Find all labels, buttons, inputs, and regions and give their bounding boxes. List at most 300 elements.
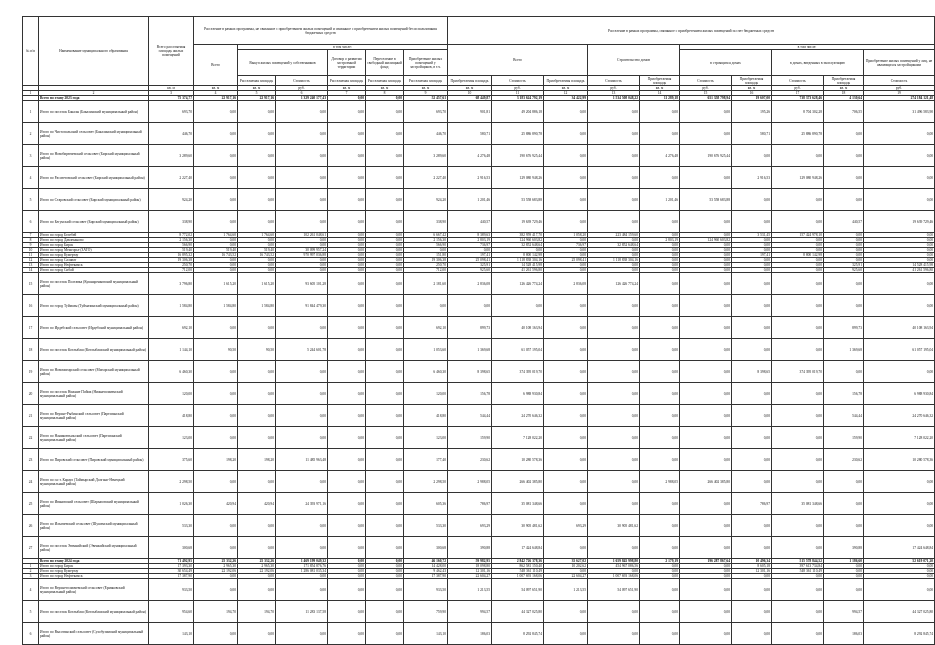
value-cell: 397 613 734,84 bbox=[772, 564, 824, 569]
table-row bbox=[23, 145, 935, 167]
value-cell: 0,00 bbox=[544, 471, 588, 493]
value-cell: 186,03 bbox=[824, 623, 864, 645]
value-cell: 129 080 948,26 bbox=[772, 167, 824, 189]
municipality-name-cell: Итого по Пировский сельсовет (Пировский муниципальный район) bbox=[39, 449, 149, 471]
value-cell: 6 460,30 bbox=[404, 361, 448, 383]
value-cell: 0,00 bbox=[772, 211, 824, 233]
value-cell: 0,00 bbox=[772, 243, 824, 248]
row-number-cell: 21 bbox=[23, 405, 39, 427]
value-cell: 1 469 199 049,32 bbox=[276, 559, 328, 564]
value-cell: 157 424 978,10 bbox=[772, 233, 824, 238]
value-cell: 198,20 bbox=[238, 449, 276, 471]
value-cell: 0,00 bbox=[772, 263, 824, 268]
row-number-cell: 7 bbox=[23, 233, 39, 238]
value-cell: 2 156,30 bbox=[149, 238, 194, 243]
value-cell: 759,90 bbox=[404, 601, 448, 623]
value-cell: 0,00 bbox=[680, 515, 732, 537]
value-cell: 5 244 601,78 bbox=[276, 339, 328, 361]
unit-cell: руб. bbox=[588, 86, 640, 91]
value-cell: 0,00 bbox=[588, 339, 640, 361]
value-cell: 0,00 bbox=[588, 145, 640, 167]
value-cell: 0,00 bbox=[328, 253, 366, 258]
table-row bbox=[23, 167, 935, 189]
value-cell: 0,00 bbox=[640, 268, 680, 273]
value-cell: 8 605,18 bbox=[732, 564, 772, 569]
build-cost-header: Стоимость bbox=[588, 76, 640, 86]
column-number-cell: 1 bbox=[23, 91, 39, 96]
value-cell: 0,00 bbox=[194, 189, 238, 211]
value-cell: 22 604,27 bbox=[544, 574, 588, 579]
value-cell: 0,00 bbox=[824, 233, 864, 238]
value-cell: 736,97 bbox=[448, 243, 492, 248]
row-number-cell: 5 bbox=[23, 601, 39, 623]
value-cell: 0,00 bbox=[238, 243, 276, 248]
value-cell: 0,00 bbox=[732, 238, 772, 243]
value-cell: 0,00 bbox=[588, 427, 640, 449]
value-cell: 12 301,16 bbox=[732, 569, 772, 574]
value-cell: 0,00 bbox=[366, 601, 404, 623]
row-number-cell: 17 bbox=[23, 317, 39, 339]
value-cell: 1 584,80 bbox=[149, 295, 194, 317]
value-cell: 0,00 bbox=[732, 579, 772, 601]
municipality-name-cell: Итого по поселок Бакалы (Бакалинский муниципальный район) bbox=[39, 101, 149, 123]
value-cell: 0,00 bbox=[328, 238, 366, 243]
value-cell: 418,80 bbox=[404, 405, 448, 427]
table-row bbox=[23, 427, 935, 449]
value-cell: 1 615,20 bbox=[194, 273, 238, 295]
table-row bbox=[23, 601, 935, 623]
row-number-cell: 5 bbox=[23, 189, 39, 211]
value-cell: 25 332,26 bbox=[238, 559, 276, 564]
value-cell: 197,41 bbox=[448, 253, 492, 258]
value-cell: 325,91 bbox=[448, 263, 492, 268]
value-cell: 0,00 bbox=[276, 238, 328, 243]
table-header bbox=[23, 17, 935, 96]
value-cell: 0,00 bbox=[194, 263, 238, 268]
value-cell: 0,00 bbox=[732, 427, 772, 449]
value-cell: 0,00 bbox=[276, 383, 328, 405]
value-cell: 75 374,77 bbox=[149, 96, 194, 101]
value-cell: 0,00 bbox=[588, 167, 640, 189]
value-cell: 0,00 bbox=[328, 471, 366, 493]
value-cell: 0,00 bbox=[328, 167, 366, 189]
value-cell: 954,60 bbox=[149, 601, 194, 623]
value-cell: 0,00 bbox=[824, 515, 864, 537]
value-cell: 0,00 bbox=[680, 579, 732, 601]
value-cell: 1 584,80 bbox=[194, 295, 238, 317]
value-cell: 2 227,40 bbox=[149, 167, 194, 189]
value-cell: 0,00 bbox=[824, 361, 864, 383]
value-cell: 2 965,30 bbox=[194, 564, 238, 569]
value-cell: 93 605 101,28 bbox=[276, 273, 328, 295]
payout-cost-header: Стоимость bbox=[276, 76, 328, 86]
value-cell: 0,00 bbox=[588, 537, 640, 559]
value-cell: 2 836,08 bbox=[544, 273, 588, 295]
value-cell: 375,60 bbox=[149, 449, 194, 471]
value-cell: 738 373 628,46 bbox=[772, 96, 824, 101]
value-cell: 0,00 bbox=[238, 405, 276, 427]
dev-area-header: Расселяемая площадь bbox=[328, 76, 366, 86]
value-cell: 692,10 bbox=[149, 317, 194, 339]
value-cell: 46 160,72 bbox=[404, 559, 448, 564]
row-number-cell: 4 bbox=[23, 167, 39, 189]
value-cell: 30 905 481,62 bbox=[492, 515, 544, 537]
unit-cell: руб. bbox=[492, 86, 544, 91]
value-cell: 446,70 bbox=[149, 123, 194, 145]
value-cell: 143,10 bbox=[404, 623, 448, 645]
value-cell: 0,00 bbox=[276, 405, 328, 427]
value-cell: 0,00 bbox=[640, 449, 680, 471]
value-cell: 22 917,16 bbox=[194, 96, 238, 101]
value-cell: 0,00 bbox=[366, 167, 404, 189]
value-cell: 0,00 bbox=[588, 569, 640, 574]
unit-cell: кв. м bbox=[194, 86, 238, 91]
table-row bbox=[23, 471, 935, 493]
value-cell: 0,00 bbox=[366, 268, 404, 273]
unit-cell: руб. bbox=[680, 86, 732, 91]
value-cell: 16 743,52 bbox=[238, 253, 276, 258]
reloc-header: Переселение в свободный жилищный фонд bbox=[366, 50, 404, 76]
value-cell: 0,00 bbox=[680, 248, 732, 253]
value-cell: 0,00 bbox=[194, 243, 238, 248]
value-cell: 3 289,60 bbox=[149, 145, 194, 167]
row-number-cell: 24 bbox=[23, 471, 39, 493]
value-cell: 22 604,27 bbox=[448, 574, 492, 579]
value-cell: 0,00 bbox=[588, 601, 640, 623]
value-cell: 0,00 bbox=[732, 248, 772, 253]
value-cell: 0,00 bbox=[238, 515, 276, 537]
value-cell: 123,00 bbox=[404, 427, 448, 449]
row-number-cell: 12 bbox=[23, 258, 39, 263]
value-cell: 54 097 651,90 bbox=[588, 579, 640, 601]
value-cell: 519,40 bbox=[194, 248, 238, 253]
value-cell: 171 854 876,76 bbox=[276, 564, 328, 569]
value-cell: 0,00 bbox=[864, 123, 935, 145]
value-cell: 693,70 bbox=[149, 101, 194, 123]
municipality-name-cell: Итого по город Кумертау bbox=[39, 253, 149, 258]
value-cell: 0,00 bbox=[328, 449, 366, 471]
value-cell: 0,00 bbox=[238, 579, 276, 601]
municipality-name-cell: Итого по город Салават bbox=[39, 258, 149, 263]
value-cell: 11 283 137,58 bbox=[276, 601, 328, 623]
municipality-name-cell: Итого по поселок Котлыбаш (Котлыбашский муниципальный район) bbox=[39, 601, 149, 623]
value-cell: 0,00 bbox=[640, 564, 680, 569]
value-cell: 0,00 bbox=[194, 258, 238, 263]
value-cell: 0,00 bbox=[732, 601, 772, 623]
value-cell: 0,00 bbox=[328, 574, 366, 579]
table-row bbox=[23, 295, 935, 317]
value-cell: 0,00 bbox=[772, 449, 824, 471]
value-cell: 190 676 925,44 bbox=[492, 145, 544, 167]
value-cell: 0,00 bbox=[640, 295, 680, 317]
value-cell: 8 398,65 bbox=[448, 361, 492, 383]
value-cell: 0,00 bbox=[276, 211, 328, 233]
group-a-incl-header: в том числе: bbox=[238, 45, 448, 50]
value-cell: 22 192,06 bbox=[194, 569, 238, 574]
value-cell: 250,70 bbox=[149, 263, 194, 268]
acq-new-cost-header: Стоимость bbox=[680, 76, 732, 86]
value-cell: 0,00 bbox=[544, 268, 588, 273]
value-cell: 266 402 385,80 bbox=[492, 471, 544, 493]
value-cell: 194,70 bbox=[194, 601, 238, 623]
value-cell: 22 192,06 bbox=[238, 569, 276, 574]
value-cell: 2 916,53 bbox=[448, 167, 492, 189]
row-number-cell: 18 bbox=[23, 339, 39, 361]
value-cell: 651 358 798,94 bbox=[680, 96, 732, 101]
value-cell: 0,00 bbox=[328, 273, 366, 295]
value-cell: 2 988,05 bbox=[640, 471, 680, 493]
value-cell: 0,00 bbox=[588, 295, 640, 317]
value-cell: 198,20 bbox=[194, 449, 238, 471]
column-number-cell: 18 bbox=[824, 91, 864, 96]
value-cell: 0,00 bbox=[194, 427, 238, 449]
value-cell: 19 607,00 bbox=[732, 96, 772, 101]
value-cell: 924,20 bbox=[149, 189, 194, 211]
value-cell: 25 886 890,78 bbox=[492, 123, 544, 145]
municipality-name-cell: Итого по п.г.т. Караул (Таймырский Долгано-Ненецкий муниципальный район) bbox=[39, 471, 149, 493]
value-cell: 0,00 bbox=[544, 623, 588, 645]
value-cell: 126 426 774,24 bbox=[588, 273, 640, 295]
value-cell: 0,00 bbox=[194, 579, 238, 601]
column-number-cell: 16 bbox=[732, 91, 772, 96]
group-b-acq-area-header: Приобретаемая площадь bbox=[448, 76, 492, 86]
payout-area-header: Расселяемая площадь bbox=[238, 76, 276, 86]
value-cell: 0,00 bbox=[680, 263, 732, 268]
value-cell: 0,00 bbox=[640, 167, 680, 189]
value-cell: 712,00 bbox=[149, 268, 194, 273]
value-cell: 0,00 bbox=[772, 601, 824, 623]
value-cell: 0,00 bbox=[824, 569, 864, 574]
acq-done-cost-header: Стоимость bbox=[772, 76, 824, 86]
value-cell: 418,80 bbox=[149, 405, 194, 427]
value-cell: 24 270 646,32 bbox=[864, 405, 935, 427]
value-cell: 120,00 bbox=[404, 383, 448, 405]
value-cell: 0,00 bbox=[328, 263, 366, 268]
value-cell: 0,00 bbox=[864, 295, 935, 317]
value-cell: 692,10 bbox=[404, 317, 448, 339]
value-cell: 693,29 bbox=[448, 515, 492, 537]
value-cell: 0,00 bbox=[544, 211, 588, 233]
value-cell: 0,00 bbox=[640, 515, 680, 537]
value-cell: 61 057 195,04 bbox=[864, 339, 935, 361]
value-cell: 25 098,41 bbox=[544, 258, 588, 263]
value-cell: 0,00 bbox=[732, 211, 772, 233]
value-cell: 0,00 bbox=[238, 383, 276, 405]
reloc-area-header: Расселяемая площадь bbox=[366, 76, 404, 86]
value-cell: 0,00 bbox=[194, 145, 238, 167]
row-number-cell: 8 bbox=[23, 238, 39, 243]
value-cell: 994,57 bbox=[824, 601, 864, 623]
value-cell: 6 460,30 bbox=[149, 361, 194, 383]
value-cell: 0,00 bbox=[640, 537, 680, 559]
value-cell: 14 528 415,98 bbox=[864, 263, 935, 268]
unit-cell: кв. м bbox=[149, 86, 194, 91]
value-cell: 126 426 774,24 bbox=[492, 273, 544, 295]
value-cell: 0,00 bbox=[238, 189, 276, 211]
value-cell: 0,00 bbox=[238, 258, 276, 263]
value-cell: 30 905 481,62 bbox=[588, 515, 640, 537]
value-cell: 35 627,02 bbox=[544, 559, 588, 564]
value-cell: 8 704 302,28 bbox=[772, 101, 824, 123]
value-cell: 0,00 bbox=[276, 623, 328, 645]
value-cell: 0,00 bbox=[194, 317, 238, 339]
value-cell: 0,00 bbox=[680, 564, 732, 569]
value-cell: 0,00 bbox=[366, 189, 404, 211]
value-cell: 0,00 bbox=[680, 601, 732, 623]
value-cell: 0,00 bbox=[492, 295, 544, 317]
value-cell: 0,00 bbox=[680, 317, 732, 339]
value-cell: 0,00 bbox=[824, 273, 864, 295]
unit-cell: кв. м bbox=[328, 86, 366, 91]
municipality-name-cell: Итого по город Туймазы (Туймазинский муниципальный район) bbox=[39, 295, 149, 317]
value-cell: 0,00 bbox=[864, 189, 935, 211]
value-cell: 4 276,48 bbox=[448, 145, 492, 167]
value-cell: 0,00 bbox=[544, 493, 588, 515]
value-cell: 0,00 bbox=[732, 317, 772, 339]
col-number-header: № п/п bbox=[23, 17, 39, 86]
value-cell: 0,00 bbox=[640, 253, 680, 258]
value-cell: 11 289,18 bbox=[640, 96, 680, 101]
value-cell: 0,00 bbox=[824, 167, 864, 189]
value-cell: 0,00 bbox=[404, 295, 448, 317]
value-cell: 0,00 bbox=[864, 564, 935, 569]
value-cell: 0,00 bbox=[864, 167, 935, 189]
unit-cell: кв. м bbox=[544, 86, 588, 91]
value-cell: 8 398,65 bbox=[732, 361, 772, 383]
value-cell: 25 332,26 bbox=[194, 559, 238, 564]
acq-done-area-header: Приобретаемая площадь bbox=[732, 76, 772, 86]
value-cell: 0,00 bbox=[194, 574, 238, 579]
value-cell: 3 289,60 bbox=[404, 145, 448, 167]
value-cell: 0,00 bbox=[194, 623, 238, 645]
municipality-name-cell: Итого по Высотинский сельсовет (Сухобузимский муниципальный район) bbox=[39, 623, 149, 645]
value-cell: 338,90 bbox=[149, 211, 194, 233]
value-cell: 0,00 bbox=[772, 273, 824, 295]
value-cell: 0,00 bbox=[772, 405, 824, 427]
table-row bbox=[23, 123, 935, 145]
value-cell: 159,90 bbox=[824, 427, 864, 449]
value-cell: 0,00 bbox=[864, 569, 935, 574]
value-cell: 0,00 bbox=[640, 574, 680, 579]
value-cell: 0,00 bbox=[366, 449, 404, 471]
value-cell: 0,00 bbox=[864, 515, 935, 537]
value-cell: 0,00 bbox=[772, 427, 824, 449]
value-cell: 0,00 bbox=[864, 579, 935, 601]
value-cell: 0,00 bbox=[276, 263, 328, 268]
value-cell: 250,70 bbox=[404, 263, 448, 268]
group-b-incl-header: в том числе: bbox=[680, 45, 935, 50]
value-cell: 0,00 bbox=[680, 623, 732, 645]
value-cell: 0,00 bbox=[772, 537, 824, 559]
row-number-cell: 27 bbox=[23, 537, 39, 559]
value-cell: 712,00 bbox=[404, 268, 448, 273]
unit-cell: руб. bbox=[864, 86, 935, 91]
value-cell: 17 393,30 bbox=[149, 564, 194, 569]
value-cell: 446,70 bbox=[404, 123, 448, 145]
column-number-cell: 15 bbox=[680, 91, 732, 96]
value-cell: 0,00 bbox=[732, 339, 772, 361]
value-cell: 0,00 bbox=[640, 123, 680, 145]
municipality-name-cell: Всего по этапу 2024 года bbox=[39, 559, 149, 564]
column-number-cell: 7 bbox=[328, 91, 366, 96]
value-cell: 35 081 348,66 bbox=[772, 493, 824, 515]
value-cell: 1 584,80 bbox=[238, 295, 276, 317]
value-cell: 2 181,60 bbox=[404, 273, 448, 295]
value-cell: 0,00 bbox=[194, 123, 238, 145]
value-cell: 124 960 603,82 bbox=[492, 238, 544, 243]
value-cell: 0,00 bbox=[328, 383, 366, 405]
municipality-name-cell: Итого по Ильичевский сельсовет (Шушенский муниципальный район) bbox=[39, 515, 149, 537]
value-cell: 19 306,38 bbox=[404, 258, 448, 263]
row-number-cell: 14 bbox=[23, 268, 39, 273]
value-cell: 374 395 019,70 bbox=[492, 361, 544, 383]
value-cell: 0,00 bbox=[640, 383, 680, 405]
column-number-cell: 10 bbox=[448, 91, 492, 96]
table-row bbox=[23, 405, 935, 427]
value-cell: 17 424 648,84 bbox=[864, 537, 935, 559]
value-cell: 1 764,60 bbox=[194, 233, 238, 238]
value-cell: 223 484 159,60 bbox=[588, 233, 640, 238]
value-cell: 0,00 bbox=[772, 268, 824, 273]
municipality-name-cell: Итого по город Бирск bbox=[39, 243, 149, 248]
municipality-name-cell: Итого по Ирдебский сельсовет (Ирдебский муниципальный район) bbox=[39, 317, 149, 339]
value-cell: 0,00 bbox=[328, 493, 366, 515]
municipality-name-cell: Итого по Рассветовский сельсовет (Бирский муниципальный район) bbox=[39, 167, 149, 189]
value-cell: 0,00 bbox=[772, 295, 824, 317]
value-cell: 2 842 726 378,36 bbox=[492, 559, 544, 564]
group-b-cost-header: Стоимость bbox=[492, 76, 544, 86]
value-cell: 120,00 bbox=[149, 383, 194, 405]
value-cell: 0,00 bbox=[732, 623, 772, 645]
value-cell: 2 916,53 bbox=[732, 167, 772, 189]
value-cell: 0,00 bbox=[544, 253, 588, 258]
build-area-header: Приобретаемая площадь bbox=[544, 76, 588, 86]
value-cell: 59 982,95 bbox=[448, 559, 492, 564]
value-cell: 1 213,55 bbox=[448, 579, 492, 601]
col-name-header: Наименование муниципального образования bbox=[39, 17, 149, 86]
value-cell: 0,00 bbox=[864, 145, 935, 167]
value-cell: 0,00 bbox=[544, 427, 588, 449]
value-cell: 30 654,49 bbox=[149, 569, 194, 574]
value-cell: 34 422,99 bbox=[544, 96, 588, 101]
value-cell: 14 428,00 bbox=[404, 564, 448, 569]
value-cell: 0,00 bbox=[328, 101, 366, 123]
row-number-cell: 22 bbox=[23, 427, 39, 449]
value-cell: 440,57 bbox=[824, 211, 864, 233]
value-cell: 0,00 bbox=[194, 211, 238, 233]
value-cell: 0,00 bbox=[544, 537, 588, 559]
value-cell: 0,00 bbox=[544, 383, 588, 405]
value-cell: 4 276,48 bbox=[640, 145, 680, 167]
value-cell: 390,88 bbox=[824, 537, 864, 559]
value-cell: 0,00 bbox=[640, 623, 680, 645]
value-cell: 0,00 bbox=[276, 427, 328, 449]
value-cell: 933,50 bbox=[149, 579, 194, 601]
table-body bbox=[23, 96, 935, 645]
value-cell: 0,00 bbox=[588, 493, 640, 515]
value-cell: 0,00 bbox=[544, 295, 588, 317]
value-cell: 0,00 bbox=[276, 243, 328, 248]
column-number-cell: 12 bbox=[544, 91, 588, 96]
value-cell: 19 306,38 bbox=[149, 258, 194, 263]
value-cell: 0,00 bbox=[640, 258, 680, 263]
value-cell: 54 097 651,90 bbox=[492, 579, 544, 601]
value-cell: 0,00 bbox=[732, 383, 772, 405]
value-cell: 190 676 925,44 bbox=[680, 145, 732, 167]
value-cell: 0,00 bbox=[276, 123, 328, 145]
column-number-cell: 4 bbox=[194, 91, 238, 96]
acq-other-area-header: Приобретаемая площадь bbox=[824, 76, 864, 86]
